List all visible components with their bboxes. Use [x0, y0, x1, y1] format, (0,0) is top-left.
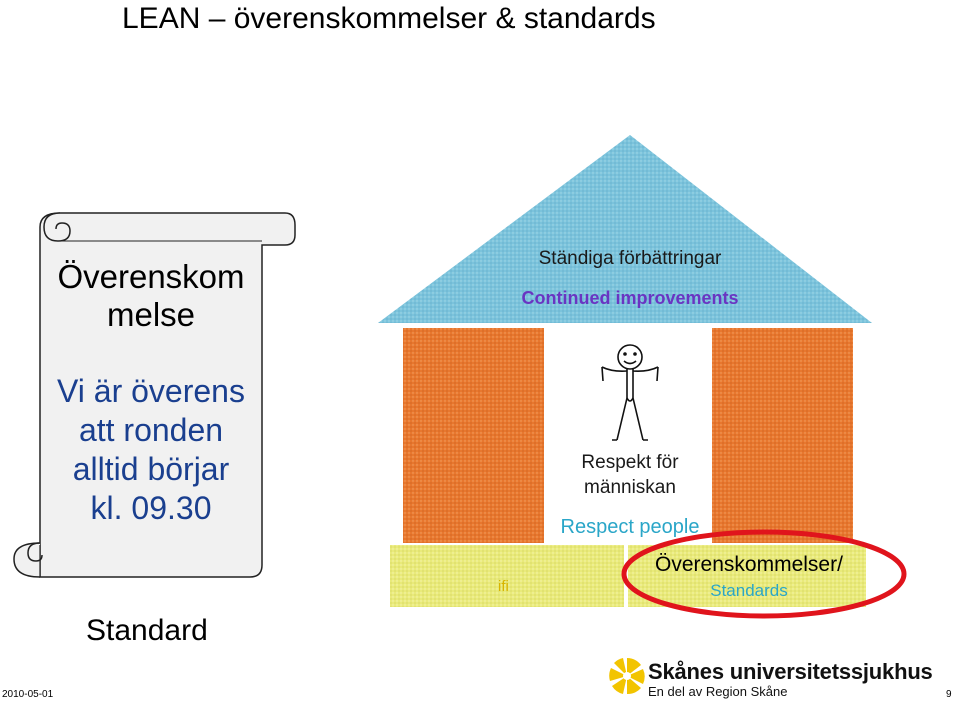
base-right-title: Överenskommelser/ [655, 553, 843, 576]
region-skane-logo-icon [608, 656, 646, 696]
base-right-subtitle: Standards [710, 581, 788, 600]
base-left-text: ifi [498, 578, 509, 595]
middle-title: Respekt för människan [581, 452, 679, 498]
scroll-caption: Standard [86, 614, 208, 647]
middle-subtitle: Respect people [560, 516, 700, 538]
roof-subtitle: Continued improvements [521, 288, 739, 308]
scroll-heading: Överenskom melse [57, 258, 245, 333]
person-icon [602, 345, 658, 440]
page-number: 9 [946, 689, 952, 700]
scroll-body-text: Vi är överens att ronden alltid börjar kl. 09.30 [57, 373, 245, 526]
brand-tagline: En del av Region Skåne [648, 684, 788, 699]
slide-date: 2010-05-01 [2, 689, 54, 700]
pillar-left [403, 328, 544, 543]
brand-name: Skånes universitetssjukhus [648, 659, 933, 684]
roof-title: Ständiga förbättringar [538, 248, 722, 269]
base-left [390, 545, 624, 607]
slide-title: LEAN – överenskommelser & standards [122, 2, 656, 35]
pillar-right [712, 328, 853, 543]
